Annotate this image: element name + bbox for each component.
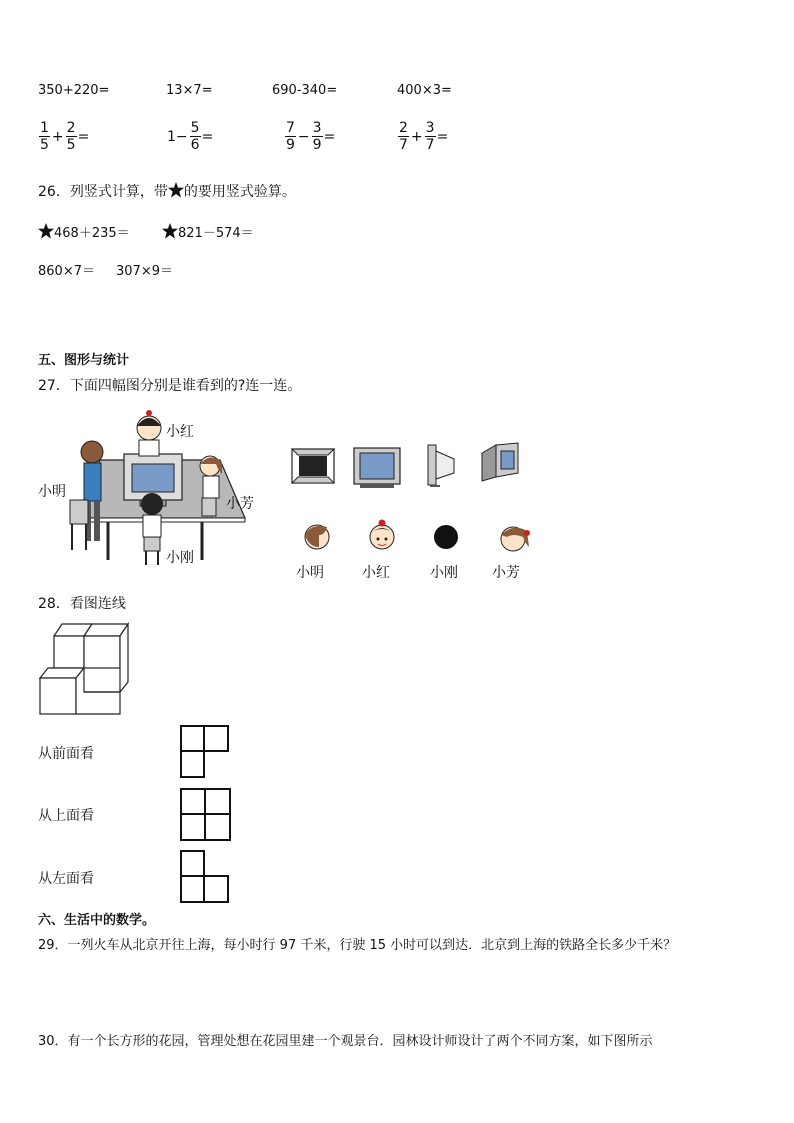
star-icon (38, 223, 54, 239)
q26-calc-3: 860×7＝ (38, 264, 95, 279)
view-label-left: 从左面看 (38, 871, 94, 887)
fraction-expr-2: 1− $\frac{5}{6}$ = (167, 120, 214, 153)
q26-instruction: 26．列竖式计算，带 的要用竖式验算。 (38, 184, 296, 200)
q27-title: 27．下面四幅图分别是谁看到的?连一连。 (38, 378, 302, 394)
section-5-title: 五、图形与统计 (38, 353, 130, 368)
scene-label-xiaofang: 小芳 (226, 496, 254, 512)
calc-3: 690-340= (272, 83, 338, 98)
fraction-expr-3: 7 9 − $\frac{3}{9}$ = (286, 120, 336, 153)
calc-2: 13×7= (166, 83, 213, 98)
star-icon (168, 182, 184, 198)
view-label-top: 从上面看 (38, 808, 94, 824)
fraction-expr-1: 1 5 + $\frac{2}{5}$ = (40, 120, 90, 153)
q26-calc-4: 307×9＝ (116, 264, 173, 279)
classroom-scene-illustration (60, 400, 260, 570)
q26-star-calc-1: 468＋235＝ (38, 222, 130, 241)
cube-stack-illustration (40, 622, 132, 716)
xiaofang-head-icon (499, 521, 533, 555)
left-view-grid (180, 850, 230, 904)
top-view-grid (180, 788, 232, 842)
view-label-front: 从前面看 (38, 746, 94, 762)
q26-star-calc-2: 821－574＝ (162, 222, 254, 241)
q30-text: 30．有一个长方形的花园，管理处想在花园里建一个观景台．园林设计师设计了两个不同方案，如下图所示 (38, 1034, 653, 1049)
star-icon (162, 223, 178, 239)
fraction-expr-4: 2 7 + $\frac{3}{7}$ = (399, 120, 449, 153)
section-6-title: 六、生活中的数学。 (38, 913, 156, 928)
xiaoming-head-icon (303, 521, 331, 553)
answer-label-xiaoming: 小明 (296, 565, 324, 581)
calc-4: 400×3= (397, 83, 452, 98)
scene-label-xiaohong: 小红 (166, 424, 194, 440)
monitor-view-2-icon (354, 448, 400, 488)
answer-label-xiaogang: 小刚 (430, 565, 458, 581)
monitor-view-3-icon (428, 445, 456, 487)
monitor-view-4-icon (482, 443, 520, 485)
scene-label-xiaoming: 小明 (38, 484, 66, 500)
answer-label-xiaofang: 小芳 (492, 565, 520, 581)
xiaohong-head-icon (368, 519, 396, 553)
monitor-view-1-icon (292, 447, 334, 485)
q29-text: 29．一列火车从北京开往上海，每小时行 97 千米，行驶 15 小时可以到达．北京到上海的铁路全长多少千米？ (38, 938, 677, 953)
scene-label-xiaogang: 小刚 (166, 550, 194, 566)
q28-title: 28．看图连线 (38, 596, 126, 612)
calc-1: 350+220= (38, 83, 110, 98)
xiaogang-head-icon (432, 521, 460, 553)
front-view-grid (180, 725, 230, 779)
answer-label-xiaohong: 小红 (362, 565, 390, 581)
